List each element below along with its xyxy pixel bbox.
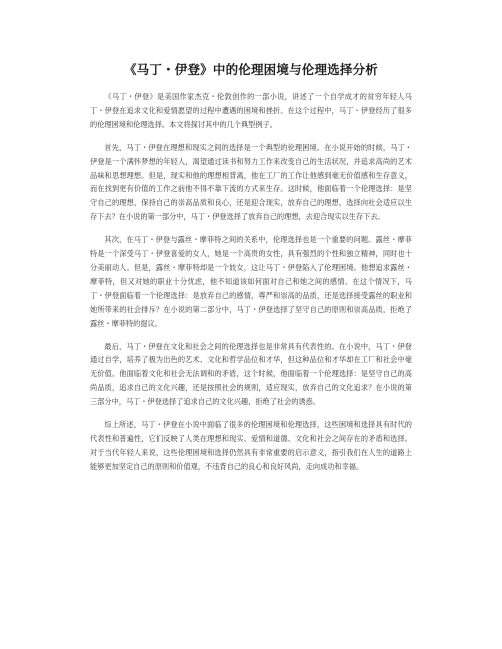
paragraph-ideal-vs-reality: 首先，马丁・伊登在理想和现实之间的选择是一个典型的伦理困境。在小说开始的时候，马丁・伊登是一个满怀梦想的年轻人，渴望通过读书和努力工作来改变自己的生活状况，并追求高尚的艺术品味和思想理想。但是，现实和他的理想相背离，他在工厂的工作让他感到毫无价值感和生存意义，而在找到更有价值的工作之前他不得不靠下流的方式来生存。这时候，他面临着一个伦理选择：是坚守自己的理想，保持自己的崇高品质和良心，还是迎合现实，放弃自己的理想，选择向社会适应以生存下去？在小说的第一部分中，马丁・伊登选择了放弃自己的理想，去迎合现实以生存下去。 <box>90 142 412 222</box>
paragraph-conclusion: 综上所述，马丁・伊登在小说中面临了很多的伦理困境和伦理选择，这些困境和选择具有时代的代表性和普遍性，它们反映了人类在理想和现实、爱情和道德、文化和社会之间存在的矛盾和选择。对于当代年轻人来说，这些伦理困境和选择仍然具有非常重要的启示意义，指引我们在人生的道路上能够更加坚定自己的原则和价值观，不违背自己的良心和良好风尚，走向成功和幸福。 <box>90 420 412 471</box>
paragraph-relationship: 其次，在马丁・伊登与露丝・摩菲特之间的关系中，伦理选择也是一个重要的问题。露丝・摩菲特是一个深受马丁・伊登喜爱的女人，她是一个高贵的女性，具有强烈的个性和独立精神，同时也十分美丽动人。但是，露丝・摩菲特却是一个妓女，这让马丁・伊登陷入了伦理困境。他想追求露丝・摩菲特，但又对她的职业十分忧虑，他不知道该如何面对自己和她之间的感情。在这个情况下，马丁・伊登面临着一个伦理选择：是放弃自己的感情，尊严和崇高的品质，还是选择接受露丝的职业和她所带来的社会排斥？在小说的第二部分中，马丁・伊登选择了坚守自己的原则和崇高品质，拒绝了露丝・摩菲特的提议。 <box>90 235 412 328</box>
paragraph-culture-vs-society: 最后，马丁・伊登在文化和社会之间的伦理选择也是非常具有代表性的。在小说中，马丁・伊登通过自学，培养了极为出色的艺术、文化和哲学品位和才华，但这种品位和才华却在工厂和社会中毫无价值。他面临着文化和社会无法调和的矛盾，这个时候，他面临着一个伦理选择：是坚守自己的高尚品质，追求自己的文化兴趣，还是按照社会的规则，适应现实，放弃自己的文化追求？在小说的第三部分中，马丁・伊登选择了追求自己的文化兴趣，拒绝了社会的诱惑。 <box>90 341 412 407</box>
paragraph-intro: 《马丁・伊登》是美国作家杰克・伦敦创作的一部小说，讲述了一个自学成才的贫穷年轻人马丁・伊登在追求文化和爱情愿望的过程中遭遇的困境和挫折。在这个过程中，马丁・伊登经历了很多的伦理困境和伦理选择。本文将探讨其中的几个典型例子。 <box>90 92 412 129</box>
document-body <box>90 90 412 483</box>
document-title: 《马丁・伊登》中的伦理困境与伦理选择分析 <box>123 62 378 77</box>
